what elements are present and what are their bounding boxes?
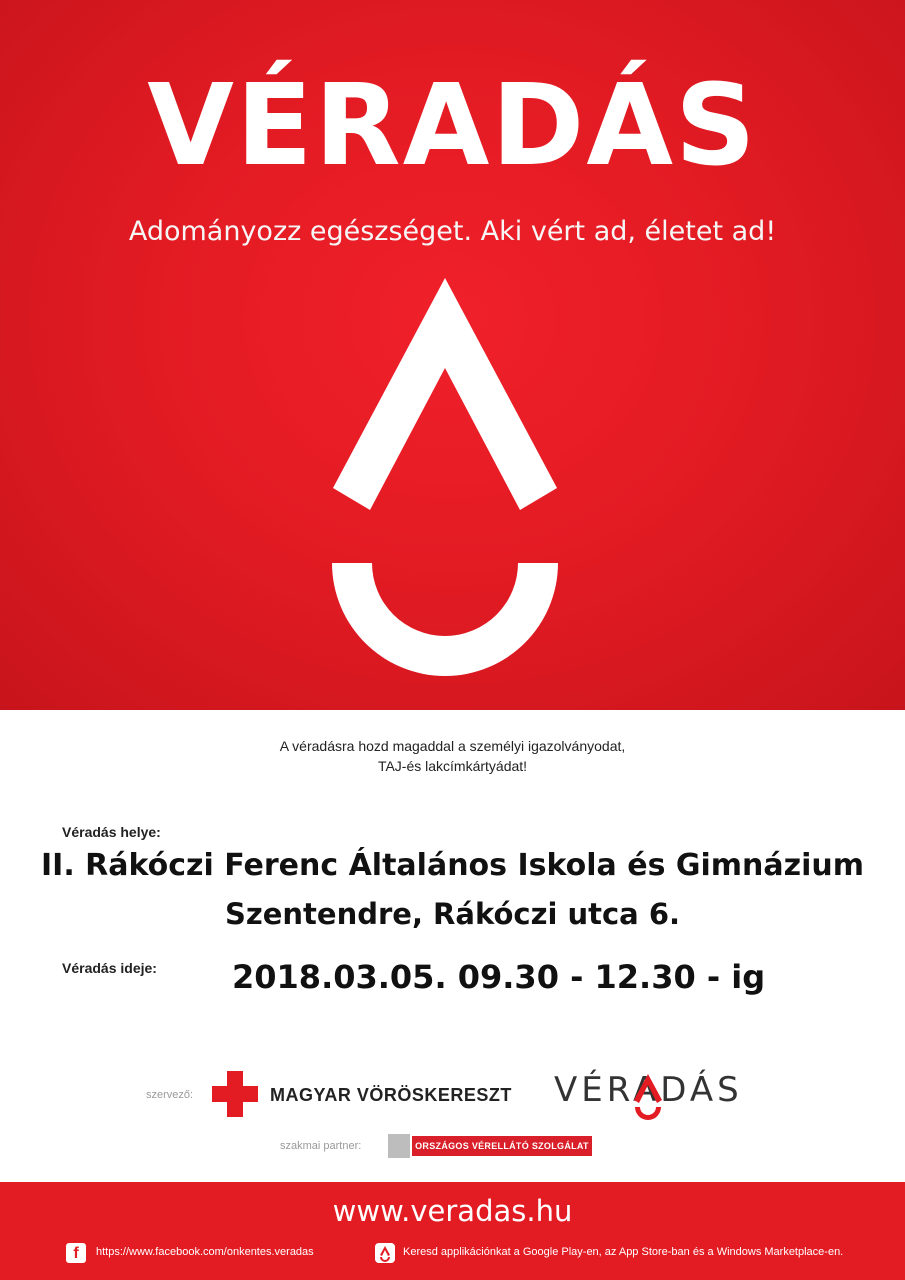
red-cross-icon [212, 1071, 258, 1117]
time-label: Véradás ideje: [62, 960, 157, 976]
hero-title: VÉRADÁS [147, 61, 758, 191]
blood-drop-app-icon [375, 1243, 395, 1263]
partner-logo-icon [388, 1134, 410, 1158]
website-link[interactable]: www.veradas.hu [332, 1194, 573, 1228]
drop-smile [332, 563, 558, 676]
facebook-icon: f [66, 1243, 86, 1263]
facebook-link[interactable]: https://www.facebook.com/onkentes.veradas [96, 1246, 314, 1258]
footer [0, 1182, 905, 1280]
blood-drop-smile-icon [320, 278, 570, 678]
app-download-text: Keresd applikációnkat a Google Play-en, az App Store-ban és a Windows Marketplace-en. [403, 1246, 844, 1258]
partner-name: ORSZÁGOS VÉRELLÁTÓ SZOLGÁLAT [412, 1136, 592, 1156]
location-label: Véradás helye: [62, 824, 161, 840]
hero-subtitle: Adományozz egészséget. Aki vért ad, életet ad! [128, 216, 777, 247]
instructions-note [0, 736, 905, 776]
partner-label: szakmai partner: [280, 1140, 362, 1152]
veradas-logo-text: VÉRADÁS [554, 1070, 743, 1110]
note-line-2: TAJ-és lakcímkártyádat! [377, 758, 528, 774]
partner-logo [388, 1134, 592, 1158]
veradas-logo-drop-icon [632, 1074, 664, 1122]
organizer-name: MAGYAR VÖRÖSKERESZT [270, 1085, 512, 1105]
note-line-1: A véradásra hozd magaddal a személyi igazolványodat, [279, 738, 626, 754]
drop-triangle [333, 278, 557, 510]
venue-name: II. Rákóczi Ferenc Általános Iskola és Gimnázium [41, 848, 864, 883]
time-value: 2018.03.05. 09.30 - 12.30 - ig [232, 958, 766, 996]
organizer-label: szervező: [146, 1089, 194, 1101]
venue-address: Szentendre, Rákóczi utca 6. [224, 897, 681, 931]
